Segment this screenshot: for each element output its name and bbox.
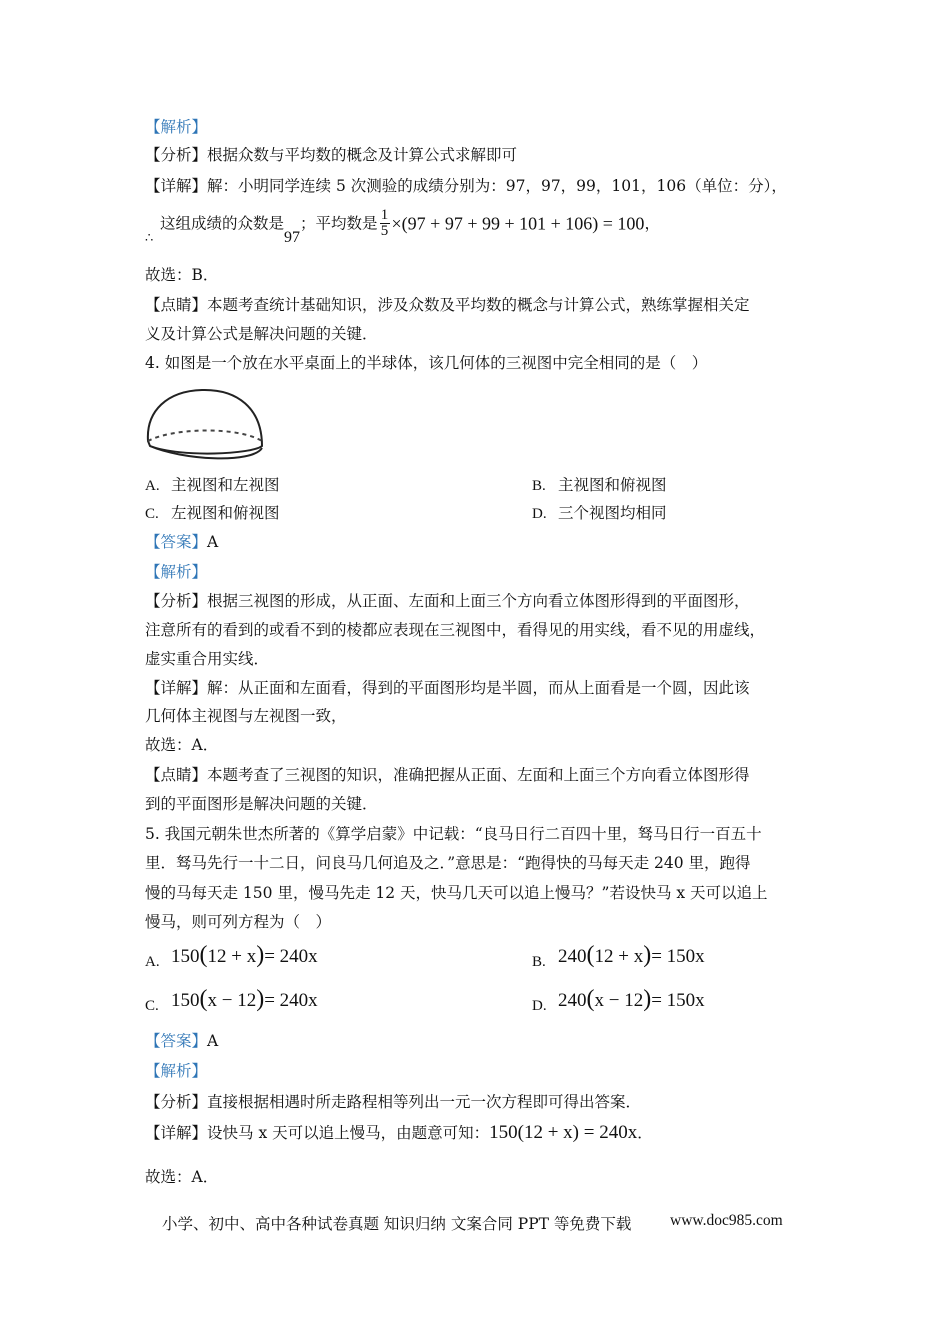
q5-fenxi-text: 直接根据相遇时所走路程相等列出一元一次方程即可得出答案． (207, 1093, 642, 1111)
q5-option-a-c1: 150 (171, 946, 200, 967)
q3-fenxi-text: 根据众数与平均数的概念及计算公式求解即可 (207, 146, 518, 164)
q3-mode-mean (160, 208, 660, 252)
q5-option-a (145, 944, 318, 973)
q4-jiexi-tag: 【解析】 (145, 563, 208, 581)
q4-dianjing-1 (145, 764, 750, 786)
q4-guxuan: 故选：A． (145, 736, 219, 754)
q3-mean-text: ；平均数是 (300, 214, 378, 233)
q5-option-d-inner: x − 12 (594, 990, 644, 1011)
q5-option-c-label: C. (145, 998, 159, 1014)
q5-option-c-inner: x − 12 (207, 990, 257, 1011)
q4-dianjing-text: 本题考查了三视图的知识，准确把握从正面、左面和上面三个方向看立体图形得 (207, 766, 750, 784)
hemisphere-figure (142, 386, 268, 468)
q4-fenxi-1 (145, 590, 750, 612)
q3-mode-value: 97 (284, 228, 301, 246)
q4-answer (145, 531, 218, 553)
q5-xiangjie-text: 设快马 x 天可以追上慢马，由题意可知： (207, 1124, 490, 1142)
q3-frac-num: 1 (380, 207, 389, 223)
q4-xiangjie-1 (145, 677, 750, 699)
q5-question-1: 5. 我国元朝朱世杰所著的《算学启蒙》中记载：“良马日行二百四十里，驽马日行一百五十 (145, 825, 762, 843)
q5-option-d-lparen: ( (586, 986, 595, 1012)
q5-answer (145, 1030, 218, 1052)
q3-dianjing-2: 义及计算公式是解决问题的关键． (145, 325, 378, 343)
q5-xiangjie (145, 1122, 653, 1144)
q3-fenxi (145, 144, 517, 166)
q5-option-c-c2: = 240x (264, 990, 318, 1011)
q3-dianjing-text: 本题考查统计基础知识，涉及众数及平均数的概念与计算公式，熟练掌握相关定 (207, 296, 750, 314)
q3-fraction (380, 208, 390, 239)
q3-xiangjie-tag: 【详解】 (145, 177, 208, 195)
q5-option-c-lparen: ( (199, 986, 208, 1012)
q4-fenxi-text: 根据三视图的形成，从正面、左面和上面三个方向看立体图形得到的平面图形， (207, 592, 750, 610)
q5-fenxi (145, 1091, 641, 1113)
q4-option-b-text: 主视图和俯视图 (558, 476, 667, 494)
q5-jiexi-tag: 【解析】 (145, 1062, 208, 1080)
q4-fenxi-2: 注意所有的看到的或看不到的棱都应表现在三视图中，看得见的用实线，看不见的用虚线， (145, 621, 766, 639)
q5-option-d-c1: 240 (558, 990, 587, 1011)
q5-answer-tag: 【答案】 (145, 1032, 208, 1050)
q4-question: 4. 如图是一个放在水平桌面上的半球体，该几何体的三视图中完全相同的是（ ） (145, 354, 708, 372)
q3-frac-den: 5 (380, 223, 389, 239)
q5-option-d (532, 988, 705, 1017)
q4-answer-tag: 【答案】 (145, 533, 208, 551)
q5-option-b-c2: = 150x (651, 946, 705, 967)
q3-guxuan: 故选：B． (145, 266, 219, 284)
q5-question-4: 慢马，则可列方程为（ ） (145, 913, 332, 931)
q5-fenxi-tag: 【分析】 (145, 1093, 208, 1111)
q3-therefore: ∴ (145, 231, 154, 246)
q4-option-c-label: C. (145, 506, 159, 522)
q4-dianjing-2: 到的平面图形是解决问题的关键． (145, 795, 378, 813)
q5-option-b-lparen: ( (586, 942, 595, 968)
q5-guxuan: 故选：A． (145, 1168, 219, 1186)
q5-option-d-label: D. (532, 998, 547, 1014)
q5-option-b-label: B. (532, 954, 546, 970)
q5-option-d-rparen: ) (643, 986, 652, 1012)
q4-fenxi-tag: 【分析】 (145, 592, 208, 610)
q3-mean-end: ， (644, 214, 660, 233)
q4-option-d-text: 三个视图均相同 (558, 504, 667, 522)
q3-jiexi-tag: 【解析】 (145, 118, 208, 136)
q5-question-2: 里．驽马先行一十二日，问良马几何追及之．”意思是：“跑得快的马每天走 240 里，跑得 (145, 854, 751, 872)
q3-dianjing-tag: 【点睛】 (145, 296, 208, 314)
q3-xiangjie-text: 解：小明同学连续 5 次测验的成绩分别为：97，97，99，101，106（单位：分）， (207, 177, 787, 195)
q4-xiangjie-2: 几何体主视图与左视图一致， (145, 707, 347, 725)
q5-option-b-rparen: ) (643, 942, 652, 968)
q4-option-a-text: 主视图和左视图 (171, 476, 280, 494)
q5-option-a-label: A. (145, 954, 160, 970)
q5-xiangjie-tag: 【详解】 (145, 1124, 208, 1142)
q5-option-a-rparen: ) (256, 942, 265, 968)
q4-xiangjie-text: 解：从正面和左面看，得到的平面图形均是半圆，而从上面看是一个圆，因此该 (207, 679, 750, 697)
q5-question-3: 慢的马每天走 150 里，慢马先走 12 天，快马几天可以追上慢马？”若设快马 x 天可以追上 (145, 884, 768, 902)
q4-option-d (532, 502, 667, 525)
q3-mean-expr: ×(97 + 97 + 99 + 101 + 106) = 100 (391, 213, 645, 234)
q5-option-d-c2: = 150x (651, 990, 705, 1011)
q5-xiangjie-equation: 150(12 + x) = 240x (489, 1122, 638, 1143)
q5-option-c (145, 988, 318, 1017)
q4-option-b-label: B. (532, 478, 546, 494)
q5-option-c-c1: 150 (171, 990, 200, 1011)
q5-option-a-c2: = 240x (264, 946, 318, 967)
q4-xiangjie-tag: 【详解】 (145, 679, 208, 697)
q4-option-b (532, 474, 667, 497)
q4-option-c-text: 左视图和俯视图 (171, 504, 280, 522)
q4-option-a-label: A. (145, 478, 160, 494)
q3-fenxi-tag: 【分析】 (145, 146, 208, 164)
q4-option-d-label: D. (532, 506, 547, 522)
footer-url: www.doc985.com (670, 1212, 783, 1229)
q5-xiangjie-end: ． (637, 1124, 653, 1142)
q5-answer-value: A (207, 1032, 219, 1050)
q4-fenxi-3: 虚实重合用实线． (145, 650, 270, 668)
q4-option-c (145, 502, 280, 525)
q5-option-b-inner: 12 + x (594, 946, 644, 967)
q4-dianjing-tag: 【点睛】 (145, 766, 208, 784)
footer-text: 小学、初中、高中各种试卷真题 知识归纳 文案合同 PPT 等免费下载 (162, 1215, 632, 1233)
q5-option-b (532, 944, 705, 973)
q5-option-c-rparen: ) (256, 986, 265, 1012)
q5-option-a-inner: 12 + x (207, 946, 257, 967)
q4-option-a (145, 474, 280, 497)
q5-option-b-c1: 240 (558, 946, 587, 967)
q4-answer-value: A (207, 533, 219, 551)
q3-xiangjie (145, 175, 787, 197)
q5-option-a-lparen: ( (199, 942, 208, 968)
q3-mode-text: 这组成绩的众数是 (160, 214, 285, 233)
q3-dianjing-1 (145, 294, 750, 316)
